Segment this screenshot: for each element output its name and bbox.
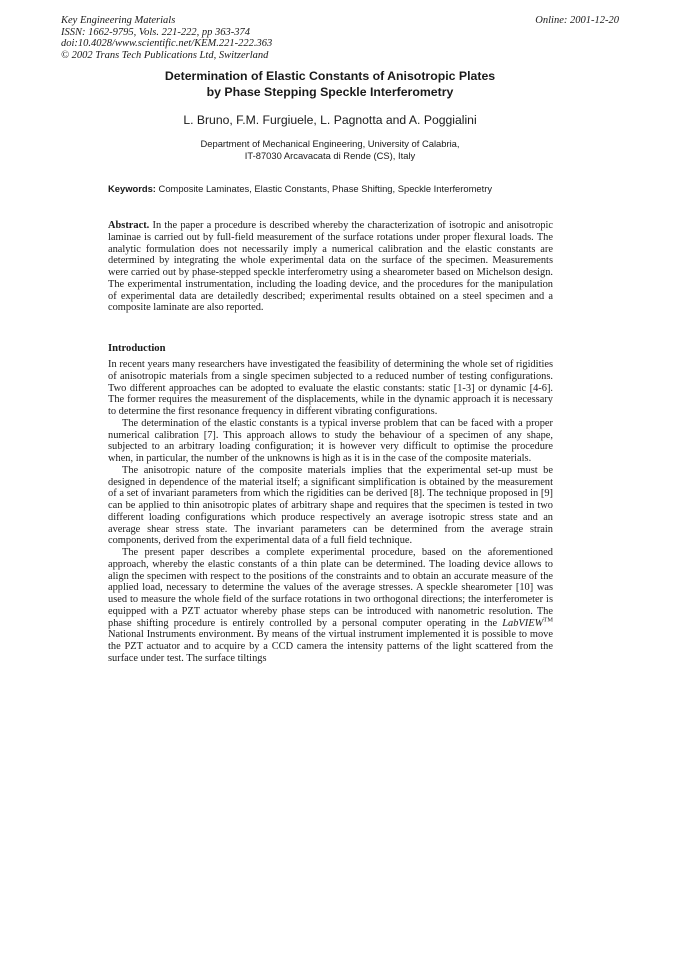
abstract-text: In the paper a procedure is described whereby the characterization of isotropic and anisotropic laminae is carried out by full-field measurement of the surface rotations under proper flexural loads. The analytic formulation does not necessarily imply a numerical calibration and the elastic constants are determined by integrating the whole experimental data on the surface of the specimen. Measurements were carried out by phase-stepped speckle interferometry using a shearometer based on Michelson design. The experimental instrumentation, including the loading device, and the procedures for the manipulation of experimental data are detailedly described; experimental results obtained on a steel specimen and a composite laminate are also reported. bbox=[108, 220, 553, 314]
paragraph-4-part-2: National Instruments environment. By means of the virtual instrument implemented it is possible to move the PZT actuator and to acquire by a CCD camera the intensity patterns of the light scattered from the surface under test. The surface tiltings bbox=[108, 629, 553, 664]
author-list: L. Bruno, F.M. Furgiuele, L. Pagnotta and A. Poggialini bbox=[183, 113, 477, 127]
journal-name: Key Engineering Materials bbox=[61, 15, 176, 26]
introduction-body bbox=[108, 359, 553, 665]
title-line-1: Determination of Elastic Constants of Anisotropic Plates bbox=[164, 69, 496, 83]
keywords bbox=[108, 183, 568, 194]
issn-line: ISSN: 1662-9795, Vols. 221-222, pp 363-374 bbox=[61, 26, 250, 38]
trademark-sup: TM bbox=[543, 616, 553, 624]
paragraph-4 bbox=[108, 547, 553, 665]
labview-term: LabVIEW bbox=[502, 617, 544, 629]
journal-header bbox=[61, 15, 619, 61]
affiliation-line-2: IT-87030 Arcavacata di Rende (CS), Italy bbox=[244, 150, 416, 161]
doi-line[interactable]: doi:10.4028/www.scientific.net/KEM.221-222.363 bbox=[61, 38, 273, 50]
affiliation-line-1: Department of Mechanical Engineering, University of Calabria, bbox=[200, 138, 460, 149]
online-date: Online: 2001-12-20 bbox=[535, 15, 619, 26]
introduction-heading: Introduction bbox=[108, 343, 166, 354]
keywords-text: Composite Laminates, Elastic Constants, Phase Shifting, Speckle Interferometry bbox=[158, 183, 493, 194]
paragraph-4-part-1: The present paper describes a complete experimental procedure, based on the aforementioned approach, whereby the elastic constants of a thin plate can be determined. The loading device allows to align the specimen with respect to the positions of the constraints and to obtain an accurate measure of the applied load, necessary to determine the values of the average stresses. A speckle shearometer [10] was used to measure the whole field of the surface rotations in two orthogonal directions; the interferometer is equipped with a PZT actuator whereby phase steps can be introduced with nanometric resolution. The phase shifting procedure is entirely controlled by a personal computer operating in the bbox=[108, 547, 553, 629]
abstract-label: Abstract. bbox=[108, 220, 150, 231]
paragraph-2: The determination of the elastic constants is a typical inverse problem that can be faced with a proper numerical calibration [7]. This approach allows to study the behaviour of a specimen of any shape, subjected to an arbitrary loading configuration; it is however very difficult to optimise the procedure when, in particular, the number of the unknowns is high as it is in the case of the composite materials. bbox=[108, 417, 553, 464]
abstract bbox=[108, 220, 553, 314]
keywords-label: Keywords: bbox=[108, 183, 156, 194]
paper-title bbox=[100, 69, 560, 100]
copyright-line: © 2002 Trans Tech Publications Ltd, Switzerland bbox=[61, 49, 269, 61]
paragraph-1: In recent years many researchers have investigated the feasibility of determining the whole set of rigidities of anisotropic materials from a single specimen subjected to a reduced number of testing configurations. Two different approaches can be adopted to evaluate the elastic constants: static [1-3] or dynamic [4-6]. The former requires the measurement of the displacements, while in the dynamic approach it is necessary to determine the first resonance frequency in different vibrating configurations. bbox=[108, 359, 553, 417]
paragraph-3: The anisotropic nature of the composite materials implies that the experimental set-up must be designed in dependence of the material itself; a significant simplification is obtained by the measurement of a set of invariant parameters from which the rigidities can be derived [8]. The technique proposed in [9] can be applied to thin anisotropic plates of arbitrary shape and requires that the specimen is tested in two different loading configurations which produce respectively an average isotropic stress state and an average shear stress state. The invariant parameters can be determined from the average strain components, derived from the experimental data of a full field technique. bbox=[108, 464, 553, 547]
affiliation bbox=[100, 138, 560, 162]
title-line-2: by Phase Stepping Speckle Interferometry bbox=[206, 84, 454, 99]
